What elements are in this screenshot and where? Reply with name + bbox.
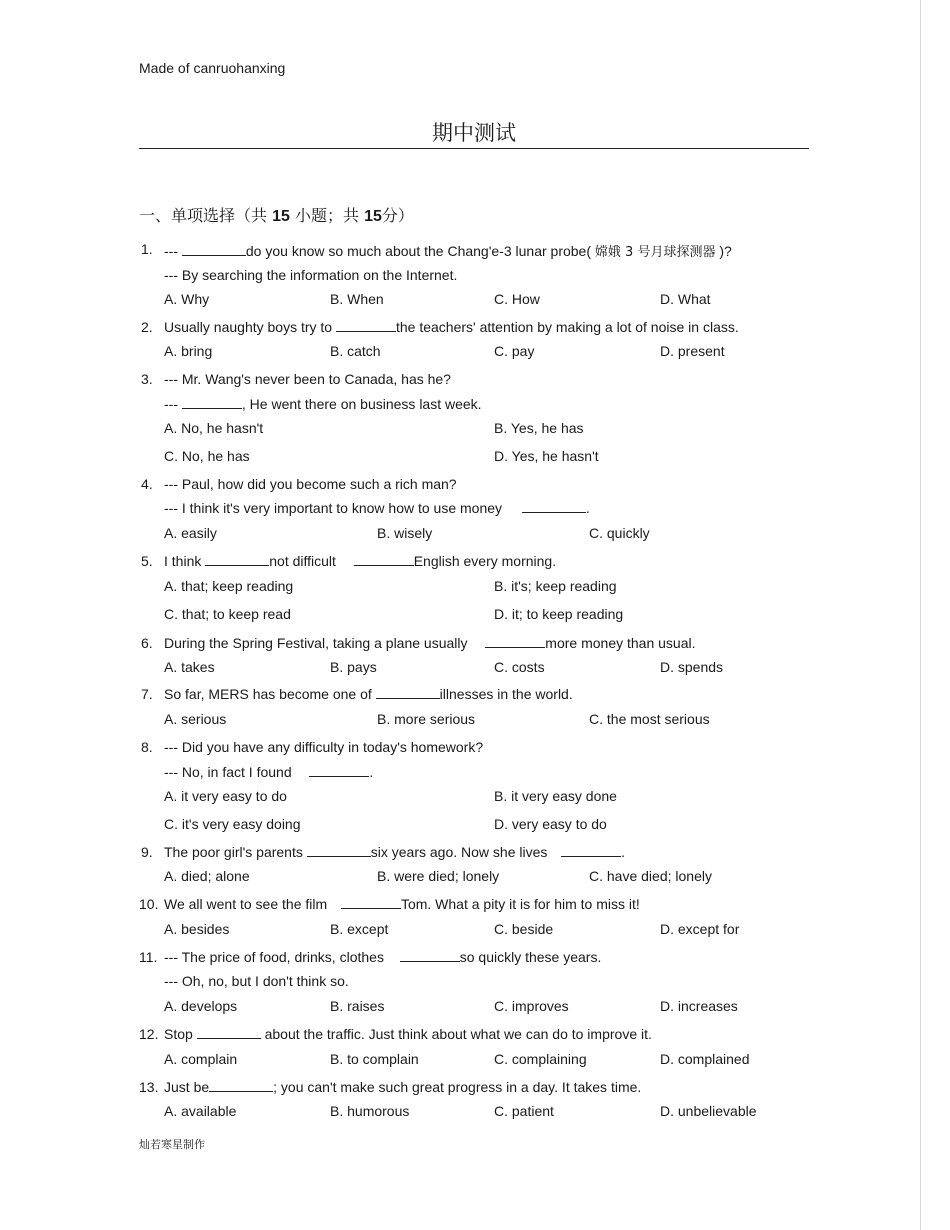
answer-blank[interactable] (485, 635, 545, 648)
stem-text: Tom. What a pity it is for him to miss it! (400, 896, 640, 912)
question-stem (164, 949, 601, 965)
option-c[interactable]: C. it's very easy doing (164, 816, 301, 832)
stem-text: illnesses in the world. (439, 686, 573, 702)
option-d[interactable]: D. except for (660, 921, 740, 937)
page-edge (920, 0, 921, 1230)
option-b[interactable]: B. to complain (330, 1051, 419, 1067)
stem-text: During the Spring Festival, taking a plane usually (164, 635, 468, 651)
option-c[interactable]: C. quickly (589, 525, 650, 541)
question-number: 1. (141, 241, 153, 257)
stem-text: , He went there on business last week. (241, 396, 482, 412)
question-stem-line-2 (164, 764, 373, 780)
option-b[interactable]: B. were died; lonely (377, 868, 500, 884)
question-number: 3. (141, 371, 153, 387)
option-d[interactable]: D. present (660, 343, 725, 359)
title-divider (139, 148, 809, 149)
stem-text: --- (164, 243, 178, 259)
stem-text: do you know so much about the Chang'e-3 lunar probe( (245, 243, 592, 259)
answer-blank[interactable] (341, 896, 401, 909)
question-stem-line-2 (164, 396, 482, 412)
option-b[interactable]: B. more serious (377, 711, 476, 727)
stem-text: I think (164, 553, 202, 569)
stem-text: --- (164, 396, 178, 412)
option-b[interactable]: B. When (330, 291, 384, 307)
option-c[interactable]: C. costs (494, 659, 545, 675)
section-mid: 小题；共 (295, 206, 360, 225)
stem-text: Stop (164, 1026, 193, 1042)
option-a[interactable]: A. it very easy to do (164, 788, 287, 804)
answer-blank[interactable] (522, 500, 586, 513)
option-c[interactable]: C. patient (494, 1103, 554, 1119)
question-number: 10. (139, 896, 159, 912)
option-c[interactable]: C. pay (494, 343, 535, 359)
option-d[interactable]: D. unbelievable (660, 1103, 757, 1119)
option-c[interactable]: C. that; to keep read (164, 606, 291, 622)
stem-cjk-text: 嫦娥 3 号月球探测器 (594, 245, 716, 260)
question-stem (164, 686, 573, 702)
option-c[interactable]: C. No, he has (164, 448, 250, 464)
question-number: 2. (141, 319, 153, 335)
question-number: 6. (141, 635, 153, 651)
option-d[interactable]: D. spends (660, 659, 724, 675)
header-text: Made of canruohanxing (139, 60, 286, 76)
question-stem-line-2 (164, 500, 590, 516)
option-b[interactable]: B. it very easy done (494, 788, 617, 804)
stem-text: English every morning. (413, 553, 557, 569)
answer-blank[interactable] (336, 319, 396, 332)
option-a[interactable]: A. No, he hasn't (164, 420, 264, 436)
option-a[interactable]: A. died; alone (164, 868, 250, 884)
question-number: 13. (139, 1079, 159, 1095)
stem-text: We all went to see the film (164, 896, 328, 912)
question-number: 9. (141, 844, 153, 860)
answer-blank[interactable] (205, 553, 269, 566)
option-a[interactable]: A. available (164, 1103, 237, 1119)
stem-text: so quickly these years. (459, 949, 602, 965)
option-c[interactable]: C. How (494, 291, 540, 307)
option-a[interactable]: A. takes (164, 659, 215, 675)
option-d[interactable]: D. complained (660, 1051, 750, 1067)
option-a[interactable]: A. Why (164, 291, 210, 307)
option-a[interactable]: A. serious (164, 711, 227, 727)
stem-text: Just be (164, 1079, 210, 1095)
section-prefix: 一、单项选择（共 (139, 206, 268, 225)
question-answer-line: --- By searching the information on the Internet. (164, 267, 458, 283)
answer-blank[interactable] (182, 243, 246, 256)
option-d[interactable]: D. What (660, 291, 711, 307)
option-d[interactable]: D. it; to keep reading (494, 606, 624, 622)
stem-text: The poor girl's parents (164, 844, 303, 860)
option-b[interactable]: B. except (330, 921, 389, 937)
stem-text: about the traffic. Just think about what we can do to improve it. (264, 1026, 652, 1042)
option-d[interactable]: D. very easy to do (494, 816, 607, 832)
question-stem (164, 844, 625, 860)
stem-text: the teachers' attention by making a lot of noise in class. (395, 319, 739, 335)
option-b[interactable]: B. it's; keep reading (494, 578, 617, 594)
option-b[interactable]: B. pays (330, 659, 377, 675)
answer-blank[interactable] (307, 844, 371, 857)
option-b[interactable]: B. Yes, he has (494, 420, 584, 436)
question-stem (164, 553, 556, 569)
option-c[interactable]: C. improves (494, 998, 569, 1014)
question-number: 11. (139, 949, 158, 965)
stem-text: not difficult (269, 553, 336, 569)
question-number: 8. (141, 739, 153, 755)
option-c[interactable]: C. have died; lonely (589, 868, 712, 884)
question-stem (164, 241, 732, 260)
section-count: 15 (272, 208, 290, 225)
stem-text: --- No, in fact I found (164, 764, 292, 780)
option-c[interactable]: C. the most serious (589, 711, 710, 727)
stem-text: )? (719, 243, 732, 259)
stem-text: ; you can't make such great progress in a day. It takes time. (273, 1079, 642, 1095)
question-number: 4. (141, 476, 153, 492)
option-b[interactable]: B. humorous (330, 1103, 410, 1119)
section-score: 15 (364, 208, 382, 225)
question-number: 7. (141, 686, 153, 702)
answer-blank[interactable] (354, 553, 414, 566)
question-stem (164, 635, 696, 651)
option-a[interactable]: A. develops (164, 998, 238, 1014)
footer-text: 灿若寒星制作 (139, 1138, 205, 1151)
answer-blank[interactable] (197, 1026, 261, 1039)
stem-text: more money than usual. (545, 635, 696, 651)
stem-text: . (585, 500, 590, 516)
answer-blank[interactable] (182, 396, 242, 409)
option-a[interactable]: A. complain (164, 1051, 238, 1067)
answer-blank[interactable] (400, 949, 460, 962)
stem-text: So far, MERS has become one of (164, 686, 372, 702)
answer-blank[interactable] (209, 1079, 273, 1092)
question-stem (164, 1026, 652, 1042)
option-b[interactable]: B. wisely (377, 525, 433, 541)
answer-blank[interactable] (561, 844, 621, 857)
option-a[interactable]: A. besides (164, 921, 230, 937)
page-title: 期中测试 (432, 121, 516, 145)
question-stem: --- Did you have any difficulty in today's homework? (164, 739, 484, 755)
option-a[interactable]: A. easily (164, 525, 217, 541)
stem-text: Usually naughty boys try to (164, 319, 333, 335)
question-answer-line: --- Oh, no, but I don't think so. (164, 973, 349, 989)
stem-text: . (621, 844, 626, 860)
section-suffix: 分） (381, 206, 414, 225)
stem-text: six years ago. Now she lives (370, 844, 548, 860)
question-number: 5. (141, 553, 153, 569)
question-stem (164, 1079, 641, 1095)
question-stem (164, 319, 739, 335)
question-stem: --- Paul, how did you become such a rich man? (164, 476, 457, 492)
question-number: 12. (139, 1026, 159, 1042)
stem-text: . (369, 764, 374, 780)
option-c[interactable]: C. complaining (494, 1051, 587, 1067)
option-d[interactable]: D. increases (660, 998, 738, 1014)
question-stem: --- Mr. Wang's never been to Canada, has he? (164, 371, 451, 387)
stem-text: --- The price of food, drinks, clothes (164, 949, 384, 965)
answer-blank[interactable] (309, 764, 369, 777)
option-d[interactable]: D. Yes, he hasn't (494, 448, 599, 464)
option-a[interactable]: A. bring (164, 343, 213, 359)
stem-text: --- I think it's very important to know how to use money (164, 500, 503, 516)
question-stem (164, 896, 640, 912)
answer-blank[interactable] (376, 686, 440, 699)
option-c[interactable]: C. beside (494, 921, 554, 937)
option-b[interactable]: B. catch (330, 343, 381, 359)
section-heading (139, 203, 414, 226)
option-b[interactable]: B. raises (330, 998, 385, 1014)
option-a[interactable]: A. that; keep reading (164, 578, 294, 594)
